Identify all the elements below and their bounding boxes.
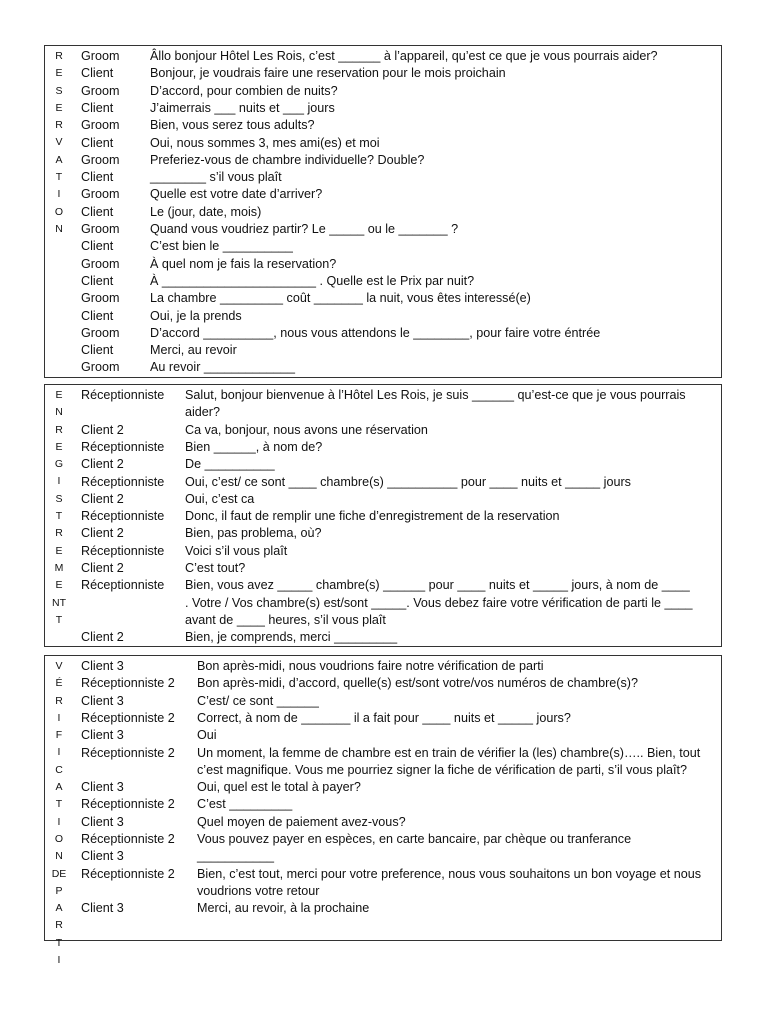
side-letter: I: [57, 711, 61, 724]
speaker: Client: [81, 204, 114, 219]
speaker: Groom: [81, 291, 120, 306]
side-letter: T: [55, 171, 63, 184]
dialogue-line: Oui, c’est/ ce sont ____ chambre(s) __________ pour ____ nuits et _____ jours: [185, 474, 631, 489]
speaker: Client 2: [81, 561, 124, 575]
dialogue-line: Quelle est votre date d’arriver?: [150, 187, 323, 202]
side-letter: R: [55, 527, 63, 540]
speaker: Groom: [81, 325, 120, 340]
speaker: Client 3: [81, 693, 124, 708]
dialogue-line: Le (jour, date, mois): [150, 204, 262, 219]
dialogue-line: Quel moyen de paiement avez-vous?: [197, 814, 406, 829]
speaker: Réceptionniste 2: [81, 832, 175, 846]
speaker: Client: [81, 100, 114, 115]
dialogue-line: Quand vous voudriez partir? Le _____ ou le _______ ?: [150, 222, 459, 236]
dialogue-line: La chambre _________ coût _______ la nuit, vous êtes interessé(e): [150, 291, 531, 306]
dialogue-line: Oui, c’est ca: [185, 491, 255, 506]
speaker: Réceptionniste: [81, 543, 165, 558]
dialogue-line: Preferiez-vous de chambre individuelle? Double?: [150, 152, 425, 167]
verification-section: [44, 655, 722, 967]
speaker: Réceptionniste: [81, 474, 165, 489]
dialogue-line: Un moment, la femme de chambre est en train de vérifier la (les) chambre(s)….. Bien, tout c’est magnifique. Vous me pourriez signer la fiche de vérification de parti, s’il vous plaît?: [197, 745, 701, 777]
reservation-section: [44, 45, 722, 378]
side-letter: I: [57, 475, 61, 488]
speaker: Groom: [81, 152, 120, 167]
side-letter: T: [55, 510, 63, 523]
side-letter: I: [57, 815, 61, 828]
dialogue-line: Au revoir _____________: [150, 360, 295, 375]
reservation-side-label: [47, 48, 71, 377]
verification-side-label: [47, 658, 71, 967]
side-letter: A: [55, 902, 63, 915]
dialogue-line: ________ s’il vous plaît: [150, 170, 282, 185]
dialogue-line: C’est bien le __________: [150, 239, 293, 254]
dialogue-line: Ca va, bonjour, nous avons une réservation: [185, 422, 428, 437]
speaker: Réceptionniste: [81, 578, 165, 593]
side-letter: M: [54, 561, 64, 574]
dialogue-line: À ______________________ . Quelle est le Prix par nuit?: [150, 273, 475, 288]
side-letter: P: [55, 884, 63, 897]
speaker: Réceptionniste 2: [81, 866, 175, 881]
speaker: Client: [81, 135, 114, 150]
speaker: Client 3: [81, 901, 124, 916]
speaker: Client 3: [81, 659, 124, 673]
speaker: Client 2: [81, 526, 124, 541]
speaker: Client 3: [81, 814, 124, 829]
speaker: Réceptionniste: [81, 439, 165, 454]
side-letter: NT: [52, 596, 66, 609]
side-letter: S: [55, 84, 63, 97]
speaker: Client: [81, 343, 114, 358]
side-letter: T: [55, 798, 63, 811]
speaker: Réceptionniste 2: [81, 797, 175, 812]
side-letter: E: [55, 440, 63, 453]
side-letter: N: [55, 850, 63, 863]
side-letter: E: [55, 389, 63, 401]
side-letter: F: [55, 729, 63, 742]
speaker: Client: [81, 239, 114, 254]
dialogue-line: Âllo bonjour Hôtel Les Rois, c’est ______ à l’appareil, qu’est ce que je vous pourrais aider?: [150, 49, 658, 63]
dialogue-line: C’est tout?: [185, 561, 246, 575]
side-letter: V: [55, 660, 63, 672]
dialogue-line: D’accord __________, nous vous attendons le ________, pour faire votre éntrée: [150, 325, 601, 340]
speaker: Réceptionniste 2: [81, 745, 175, 760]
speaker: Client 3: [81, 780, 124, 795]
speaker: Réceptionniste 2: [81, 676, 175, 691]
speaker: Client: [81, 308, 114, 323]
dialogue-line: Oui, quel est le total à payer?: [197, 780, 361, 795]
speaker: Réceptionniste 2: [81, 710, 175, 725]
speaker: Client: [81, 170, 114, 185]
side-letter: C: [55, 763, 63, 776]
dialogue-line: Bien, vous avez _____ chambre(s) ______ pour ____ nuits et _____ jours, à nom de ____ . Votre / Vos chambre(s) est/sont _____. Vous debez faire votre vérification de parti le ____ avant de ____ heures, s’il vous plaît: [185, 578, 693, 627]
speaker: Client: [81, 273, 114, 288]
speaker: Client: [81, 66, 114, 81]
enregistrement-section: [44, 384, 722, 647]
dialogue-line: À quel nom je fais la reservation?: [150, 256, 337, 271]
dialogue-line: C’est _________: [197, 797, 293, 812]
dialogue-line: Bien, je comprends, merci _________: [185, 630, 398, 645]
side-letter: I: [57, 954, 61, 967]
dialogue-line: Bien, vous serez tous adults?: [150, 118, 315, 133]
side-letter: O: [54, 832, 64, 845]
dialogue-line: J’aimerrais ___ nuits et ___ jours: [150, 100, 335, 115]
speaker: Client 2: [81, 457, 124, 472]
speaker: Groom: [81, 83, 120, 98]
side-letter: R: [55, 423, 63, 436]
speaker: Réceptionniste: [81, 388, 165, 402]
dialogue-line: D’accord, pour combien de nuits?: [150, 83, 338, 98]
dialogue-line: Correct, à nom de _______ il a fait pour ____ nuits et _____ jours?: [197, 710, 571, 725]
dialogue-line: Donc, il faut de remplir une fiche d’enregistrement de la reservation: [185, 509, 560, 524]
side-letter: V: [55, 136, 63, 149]
side-letter: R: [55, 919, 63, 932]
dialogue-line: De __________: [185, 457, 275, 472]
dialogue-line: C’est/ ce sont ______: [197, 693, 319, 708]
side-letter: A: [55, 781, 63, 794]
side-letter: R: [55, 50, 63, 62]
dialogue-line: Bon après-midi, nous voudrions faire notre vérification de parti: [197, 659, 544, 673]
side-letter: E: [55, 67, 63, 80]
side-letter: DE: [51, 867, 67, 880]
side-letter: S: [55, 492, 63, 505]
dialogue-line: Merci, au revoir: [150, 343, 237, 358]
side-letter: I: [57, 746, 61, 759]
dialogue-line: Bien ______, à nom de?: [185, 439, 323, 454]
speaker: Client 3: [81, 849, 124, 864]
speaker: Groom: [81, 222, 120, 236]
dialogue-line: Oui: [197, 728, 217, 743]
speaker: Client 2: [81, 491, 124, 506]
dialogue-line: Bien, c’est tout, merci pour votre preference, nous vous souhaitons un bon voyage et nous voudrions votre retour: [197, 866, 702, 898]
dialogue-line: Oui, je la prends: [150, 308, 242, 323]
side-letter: G: [54, 458, 64, 471]
speaker: Client 3: [81, 728, 124, 743]
dialogue-line: Vous pouvez payer en espèces, en carte bancaire, par chèque ou tranferance: [197, 832, 632, 846]
speaker: Groom: [81, 49, 120, 63]
speaker: Client 2: [81, 630, 124, 645]
dialogue-line: Bon après-midi, d’accord, quelle(s) est/sont votre/vos numéros de chambre(s)?: [197, 676, 638, 691]
dialogue-line: Oui, nous sommes 3, mes ami(es) et moi: [150, 135, 380, 150]
speaker: Groom: [81, 118, 120, 133]
side-letter: A: [55, 153, 63, 166]
side-letter: N: [55, 222, 63, 235]
dialogue-line: Voici s’il vous plaît: [185, 543, 288, 558]
enregistrement-side-label: [47, 387, 71, 646]
side-letter: R: [55, 694, 63, 707]
speaker: Client 2: [81, 422, 124, 437]
side-letter: R: [55, 119, 63, 132]
side-letter: I: [57, 188, 61, 201]
side-letter: O: [54, 205, 64, 218]
dialogue-line: Merci, au revoir, à la prochaine: [197, 901, 370, 916]
side-letter: E: [55, 579, 63, 592]
side-letter: N: [55, 406, 63, 419]
side-letter: T: [55, 613, 63, 626]
side-letter: T: [55, 936, 63, 949]
dialogue-line: Bonjour, je voudrais faire une reservation pour le mois proichain: [150, 66, 506, 81]
speaker: Groom: [81, 360, 120, 375]
speaker: Groom: [81, 187, 120, 202]
dialogue-line: Bien, pas problema, où?: [185, 526, 322, 541]
speaker: Groom: [81, 256, 120, 271]
side-letter: É: [55, 677, 63, 690]
side-letter: E: [55, 101, 63, 114]
dialogue-line: ___________: [197, 849, 275, 864]
speaker: Réceptionniste: [81, 509, 165, 524]
dialogue-line: Salut, bonjour bienvenue à l’Hôtel Les Rois, je suis ______ qu’est-ce que je vous pourrais aider?: [185, 388, 686, 420]
side-letter: E: [55, 544, 63, 557]
